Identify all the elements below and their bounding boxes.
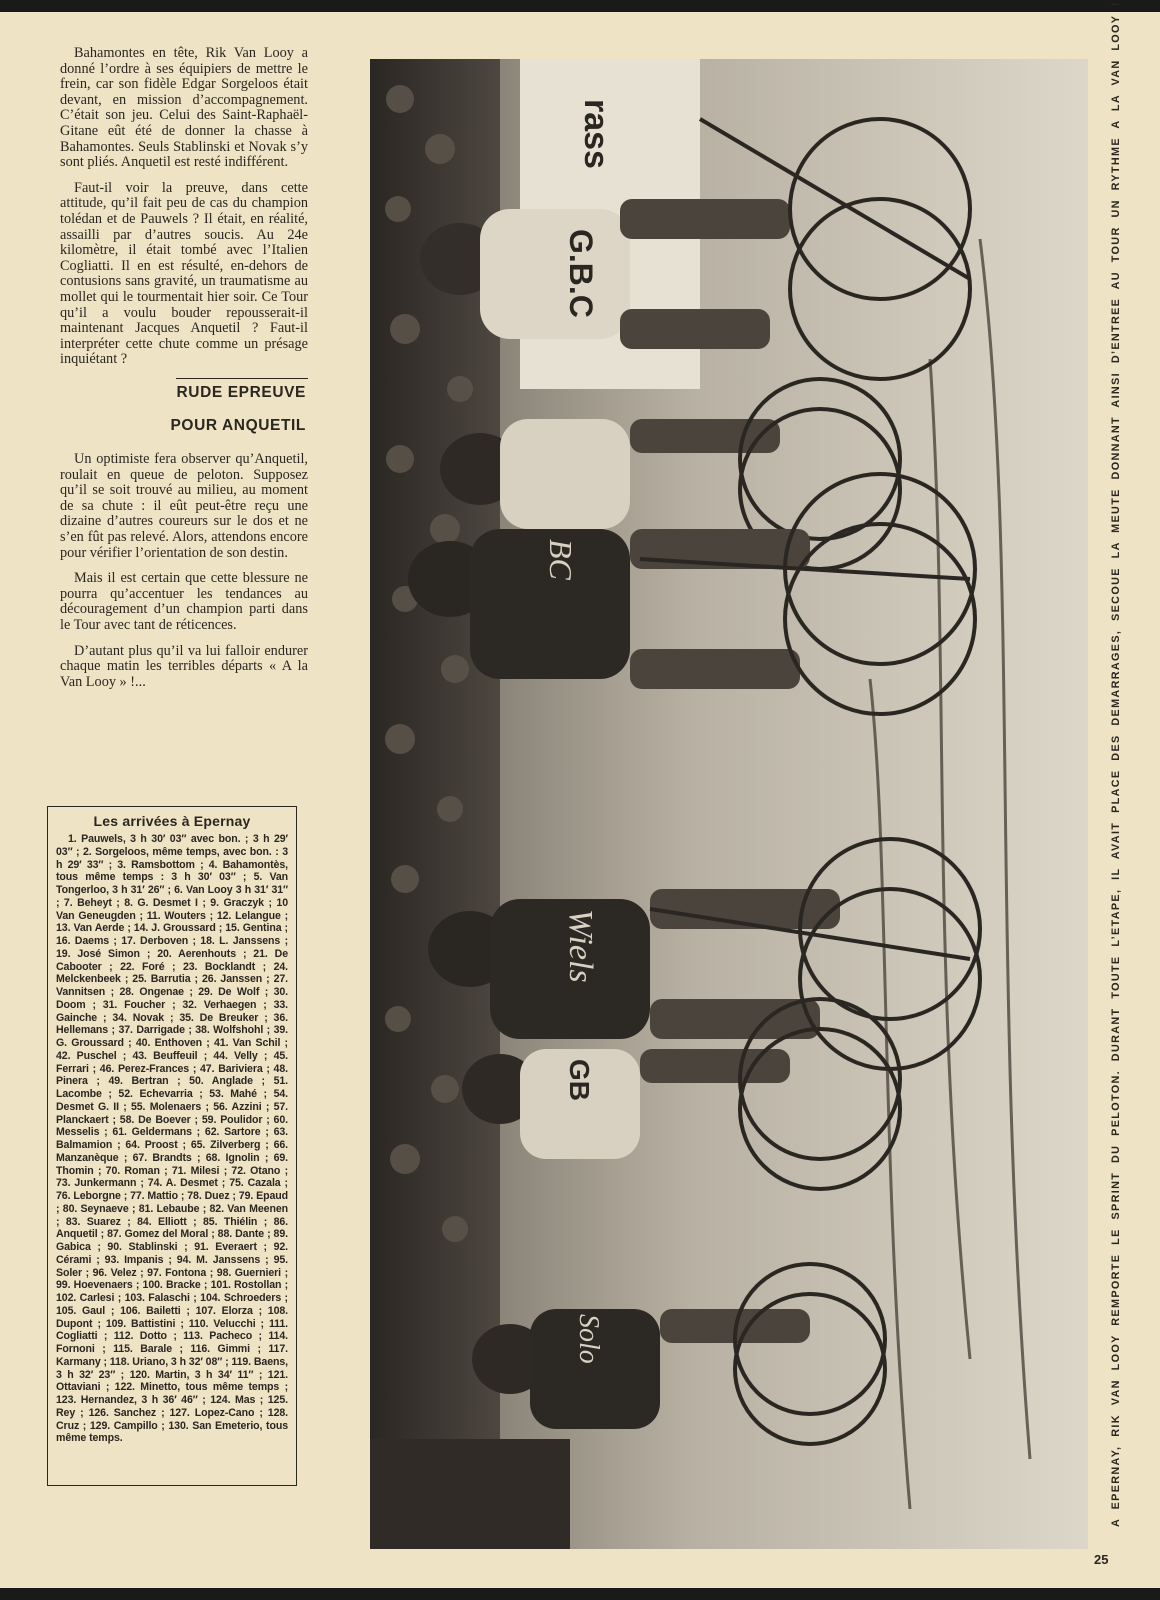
results-list: 1. Pauwels, 3 h 30′ 03″ avec bon. ; 3 h 29′ 03″ ; 2. Sorgeloos, même temps, avec bon. : 3 h 29′ 33″ ; 3. Ramsbottom ; 4. Bahamontès, tous même temps : 3 h 30′ 03″ ; 5. Van Tongerloo, 3 h 31′ 26″ ; 6. Van Looy 3 h 31′ 31″ ; 7. Beheyt ; 8. G. Desmet I ; 9. Graczyk ; 10 Van Geneugden ; 11. Wouters ; 12. Lelangue ; 13. Van Aerde ; 14. J. Groussard ; 15. Gentina ; 16. Daems ; 17. Derboven ; 18. L. Janssens ; 19. José Simon ; 20. Aerenhouts ; 21. De Cabooter ; 22. Foré ; 23. Bocklandt ; 24. Melckenbeek ; 25. Barrutia ; 26. Janssen ; 27. Vannitsen ; 28. Ongenae ; 29. De Wolf ; 30. Doom ; 31. Foucher ; 32. Verhaegen ; 33. Gainche ; 34. Novak ; 35. De Breuker ; 36. Hellemans ; 37. Darrigade ; 38. Wolfshohl ; 39. G. Groussard ; 40. Enthoven ; 41. Van Schil ; 42. Puschel ; 43. Beuffeuil ; 44. Velly ; 45. Ferrari ; 46. Perez-Frances ; 47. Bariviera ; 48. Pinera ; 49. Bertran ; 50. Anglade ; 51. Lacombe ; 52. Echevarria ; 53. Mahé ; 54. Desmet G. II ; 55. Molenaers ; 56. Azzini ; 57. Planckaert ; 58. De Boever ; 59. Poulidor ; 60. Messelis ; 61. Geldermans ; 62. Sartore ; 63. Balmamion ; 64. Proost ; 65. Zilverberg ; 66. Manzanèque ; 67. Brandts ; 68. Ignolin ; 69. Thomin ; 70. Roman ; 71. Milesi ; 72. Otano ; 73. Junkermann ; 74. A. Desmet ; 75. Cazala ; 76. Leborgne ; 77. Mattio ; 78. Duez ; 79. Epaud ; 80. Seynaeve ; 81. Lebaube ; 82. Van Meenen ; 83. Suarez ; 84. Elliott ; 85. Thiélin ; 86. Anquetil ; 87. Gomez del Moral ; 88. Dante ; 89. Gabica ; 90. Stablinski ; 91. Everaert ; 92. Cérami ; 93. Impanis ; 94. M. Janssens ; 95. Soler ; 96. Velez ; 97. Fontona ; 98. Guernieri ; 99. Hoevenaers ; 100. Bracke ; 101. Rostollan ; 102. Carlesi ; 103. Falaschi ; 104. Schroeders ; 105. Gaul ; 106. Bailetti ; 107. Elorza ; 108. Dupont ; 109. Battistini ; 110. Velucchi ; 111. Cogliatti ; 112. Dotto ; 113. Pacheco ; 114. Fornoni ; 115. Barale ; 116. Gimmi ; 117. Karmany ; 118. Uriano, 3 h 32′ 08″ ; 119. Baens, 3 h 32′ 23″ ; 120. Martin, 3 h 34′ 11″ ; 121. Ottaviani ; 122. Minetto, tous même temps ; 123. Hernandez, 3 h 36′ 46″ ; 124. Mas ; 125. Rey ; 126. Sanchez ; 127. Lopez-Cano ; 128. Cruz ; 129. Campillo ; 130. San Emeterio, tous même temps. [56, 833, 288, 1445]
foreground-shadow [370, 1439, 570, 1549]
jersey-text: Solo [573, 1314, 604, 1364]
article-heading [60, 378, 308, 434]
article-paragraph: Un optimiste fera observer qu’Anquetil, roulait en queue de peloton. Supposez qu’il se soit trouvé au milieu, au moment de sa chute : il eût peut-être reçu une dizaine d’autres coureurs sur le dos et ne s’en fût pas relevé. Alors, attendons encore pour vérifier l’orientation de son destin. [60, 451, 308, 561]
results-box [47, 806, 297, 1486]
article-paragraph: Bahamontes en tête, Rik Van Looy a donné l’ordre à ses équipiers de mettre le frein, car son fidèle Edgar Sorgeloos était devant, en mission d’accompagnement. C’était son jeu. Celui des Saint-Raphaël-Gitane eût été de donner la chasse à Bahamontes. Seuls Stablinski et Novak s’y sont pliés. Anquetil est resté indifférent. [60, 45, 308, 171]
article-column [60, 46, 308, 690]
results-title: Les arrivées à Epernay [93, 813, 251, 829]
article-paragraph: Faut-il voir la preuve, dans cette attitude, qu’il fait peu de cas du champion tolédan et de Pauwels ? Il était, en réalité, assailli par d’autres soucis. Au 24e kilomètre, il était tombé avec l’Italien Cogliatti. Il en est résulté, en-dehors de contusions sans gravité, un traumatisme au mollet qui le tourmentait hier soir. Ce Tour qu’il a voulu bouder repousserait-il maintenant Jacques Anquetil ? Faut-il interpréter cette chute comme un présage inquiétant ? [60, 179, 308, 368]
race-photo [370, 59, 1088, 1549]
banner-text: rass [577, 99, 615, 169]
heading-line-2: POUR ANQUETIL [170, 417, 306, 435]
jersey-text: GB [564, 1059, 595, 1101]
magazine-page [0, 1, 1160, 1588]
heading-line-1: RUDE EPREUVE [176, 378, 308, 401]
jersey-text: G.B.C [563, 229, 599, 318]
article-paragraph: Mais il est certain que cette blessure ne pourra qu’accentuer les tendances au découragement d’un champion parti dans le Tour avec tant de réticences. [60, 570, 308, 633]
jersey-text: BC [543, 539, 579, 580]
article-paragraph: D’autant plus qu’il va lui falloir endurer chaque matin les terribles départs « A la Van Looy » !... [60, 642, 308, 690]
page-number: 25 [1094, 1552, 1109, 1567]
race-photo-illustration [370, 59, 1088, 1549]
photo-caption: A EPERNAY, RIK VAN LOOY REMPORTE LE SPRINT DU PELOTON. DURANT TOUTE L’ETAPE, IL AVAIT PLACE DES DEMARRAGES, SECOUE LA MEUTE DONNANT AINSI D’ENTREE AU TOUR UN RYTHME A LA VAN LOOY ! [1110, 1, 1122, 1527]
jersey-text: Wiels [562, 909, 599, 983]
